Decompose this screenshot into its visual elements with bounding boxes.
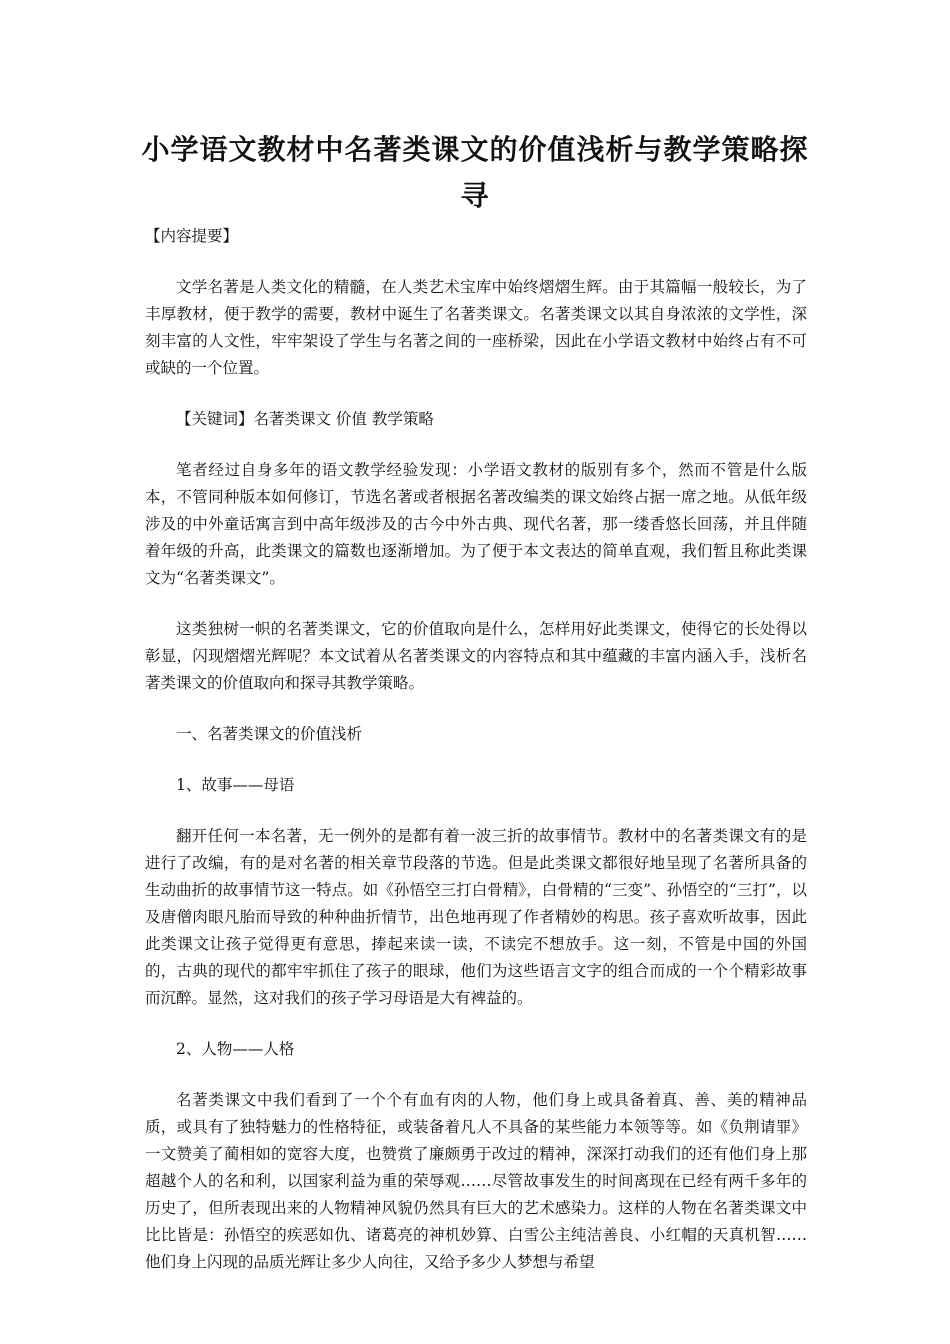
keywords-line: 【关键词】名著类课文 价值 教学策略 [176,410,434,428]
subsection-heading-character: 2、人物——人格 [176,1040,295,1058]
character-paragraph: 名著类课文中我们看到了一个个有血有肉的人物，他们身上或具备着真、善、美的精神品质，或具有了独特魅力的性格特征，或装备着凡人不具备的某些能力本领等等。如《负荆请罪》一文赞美了蔺相如的宽容大度，也赞赏了廉颇勇于改过的精神，深深打动我们的还有他们身上那超越个人的名和利，以国家利益为重的荣辱观……尽管故事发生的时间离现在已经有两千多年的历史了，但所表现出来的人物精神风貌仍然具有巨大的艺术感染力。这样的人物在名著类课文中比比皆是：孙悟空的疾恶如仇、诸葛亮的神机妙算、白雪公主纯洁善良、小红帽的天真机智……他们身上闪现的品质光辉让多少人向往，又给予多少人梦想与希望 [145,1091,807,1271]
abstract-label: 【内容提要】 [145,227,239,245]
document-title: 小学语文教材中名著类课文的价值浅析与教学策略探寻 [141,133,809,212]
intro-paragraph-1: 笔者经过自身多年的语文教学经验发现：小学语文教材的版别有多个，然而不管是什么版本，不管同种版本如何修订，节选名著或者根据名著改编类的课文始终占据一席之地。从低年级涉及的中外童话寓言到中高年级涉及的古今中外古典、现代名著，那一缕香悠长回荡，并且伴随着年级的升高，此类课文的篇数也逐渐增加。为了便于本文表达的简单直观，我们暂且称此类课文为“名著类课文”。 [145,461,807,587]
intro-paragraph-2: 这类独树一帜的名著类课文，它的价值取向是什么，怎样用好此类课文，使得它的长处得以彰显，闪现熠熠光辉呢？本文试着从名著类课文的内容特点和其中蕴藏的丰富内涵入手，浅析名著类课文的价值取向和探寻其教学策略。 [145,620,807,692]
subsection-heading-story: 1、故事——母语 [176,776,295,794]
section-heading-1: 一、名著类课文的价值浅析 [176,725,363,743]
story-paragraph: 翻开任何一本名著，无一例外的是都有着一波三折的故事情节。教材中的名著类课文有的是进行了改编，有的是对名著的相关章节段落的节选。但是此类课文都很好地呈现了名著所具备的生动曲折的故事情节这一特点。如《孙悟空三打白骨精》，白骨精的“三变”、孙悟空的“三打”，以及唐僧肉眼凡胎而导致的种种曲折情节，出色地再现了作者精妙的构思。孩子喜欢听故事，因此此类课文让孩子觉得更有意思，捧起来读一读，不读完不想放手。这一刻，不管是中国的外国的，古典的现代的都牢牢抓住了孩子的眼球，他们为这些语言文字的组合而成的一个个精彩故事而沉醉。显然，这对我们的孩子学习母语是大有裨益的。 [145,827,807,1007]
document-body [145,223,807,1276]
abstract-paragraph: 文学名著是人类文化的精髓，在人类艺术宝库中始终熠熠生辉。由于其篇幅一般较长，为了丰厚教材，便于教学的需要，教材中诞生了名著类课文。名著类课文以其自身浓浓的文学性，深刻丰富的人文性，牢牢架设了学生与名著之间的一座桥梁，因此在小学语文教材中始终占有不可或缺的一个位置。 [145,278,807,377]
